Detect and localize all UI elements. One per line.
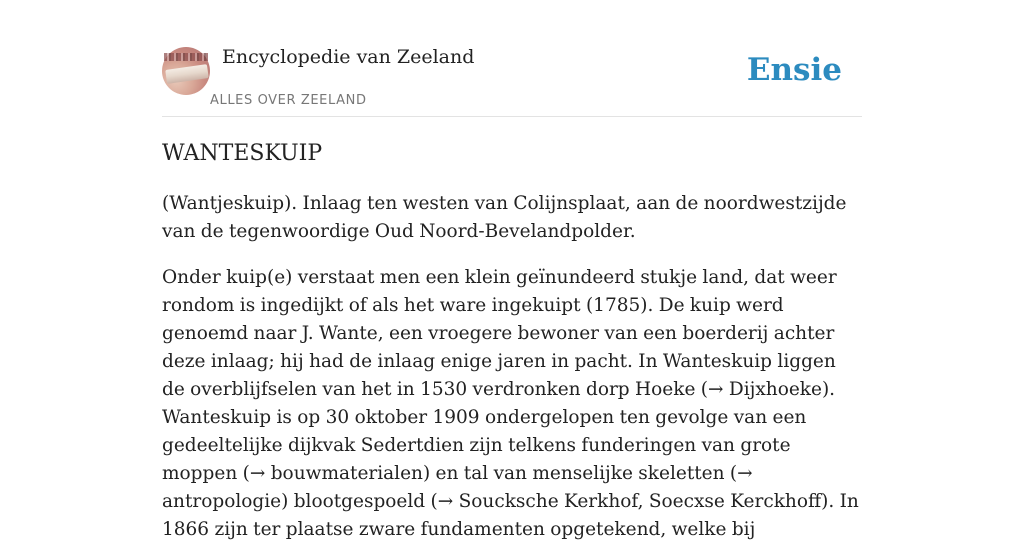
site-title[interactable]: Encyclopedie van Zeeland: [222, 46, 475, 68]
ensie-brand-link[interactable]: Ensie: [746, 52, 842, 88]
entry-title: WANTESKUIP: [162, 141, 323, 166]
logo-shelf-detail: [164, 53, 208, 61]
entry-content: [162, 138, 862, 544]
entry-paragraph: (Wantjeskuip). Inlaag ten westen van Colijnsplaat, aan de noordwestzijde van de tegenwoordige Oud Noord-Bevelandpolder.: [162, 193, 847, 242]
entry-paragraph: Onder kuip(e) verstaat men een klein geïnundeerd stukje land, dat weer rondom is ingedijkt of als het ware ingekuipt (1785). De kuip werd genoemd naar J. Wante, een vroegere bewoner van een boerderij achter deze inlaag; hij had de inlaag enige jaren in pacht. In Wanteskuip liggen de overblijfselen van het in 1530 verdronken dorp Hoeke (→ Dijxhoeke). Wanteskuip is op 30 oktober 1909 ondergelopen ten gevolge van een gedeeltelijke dijkvak Sedertdien zijn telkens funderingen van grote moppen (→ bouwmaterialen) en tal van menselijke skeletten (→ antropologie) blootgespoeld (→ Soucksche Kerkhof, Soecxse Kerckhoff). In 1866 zijn ter plaatse zware fundamenten opgetekend, welke bij: [162, 267, 859, 540]
site-subtitle: ALLES OVER ZEELAND: [210, 93, 367, 108]
bookshelf-logo-icon[interactable]: [162, 47, 210, 95]
logo-book-detail: [165, 64, 209, 84]
site-header: [162, 44, 862, 117]
